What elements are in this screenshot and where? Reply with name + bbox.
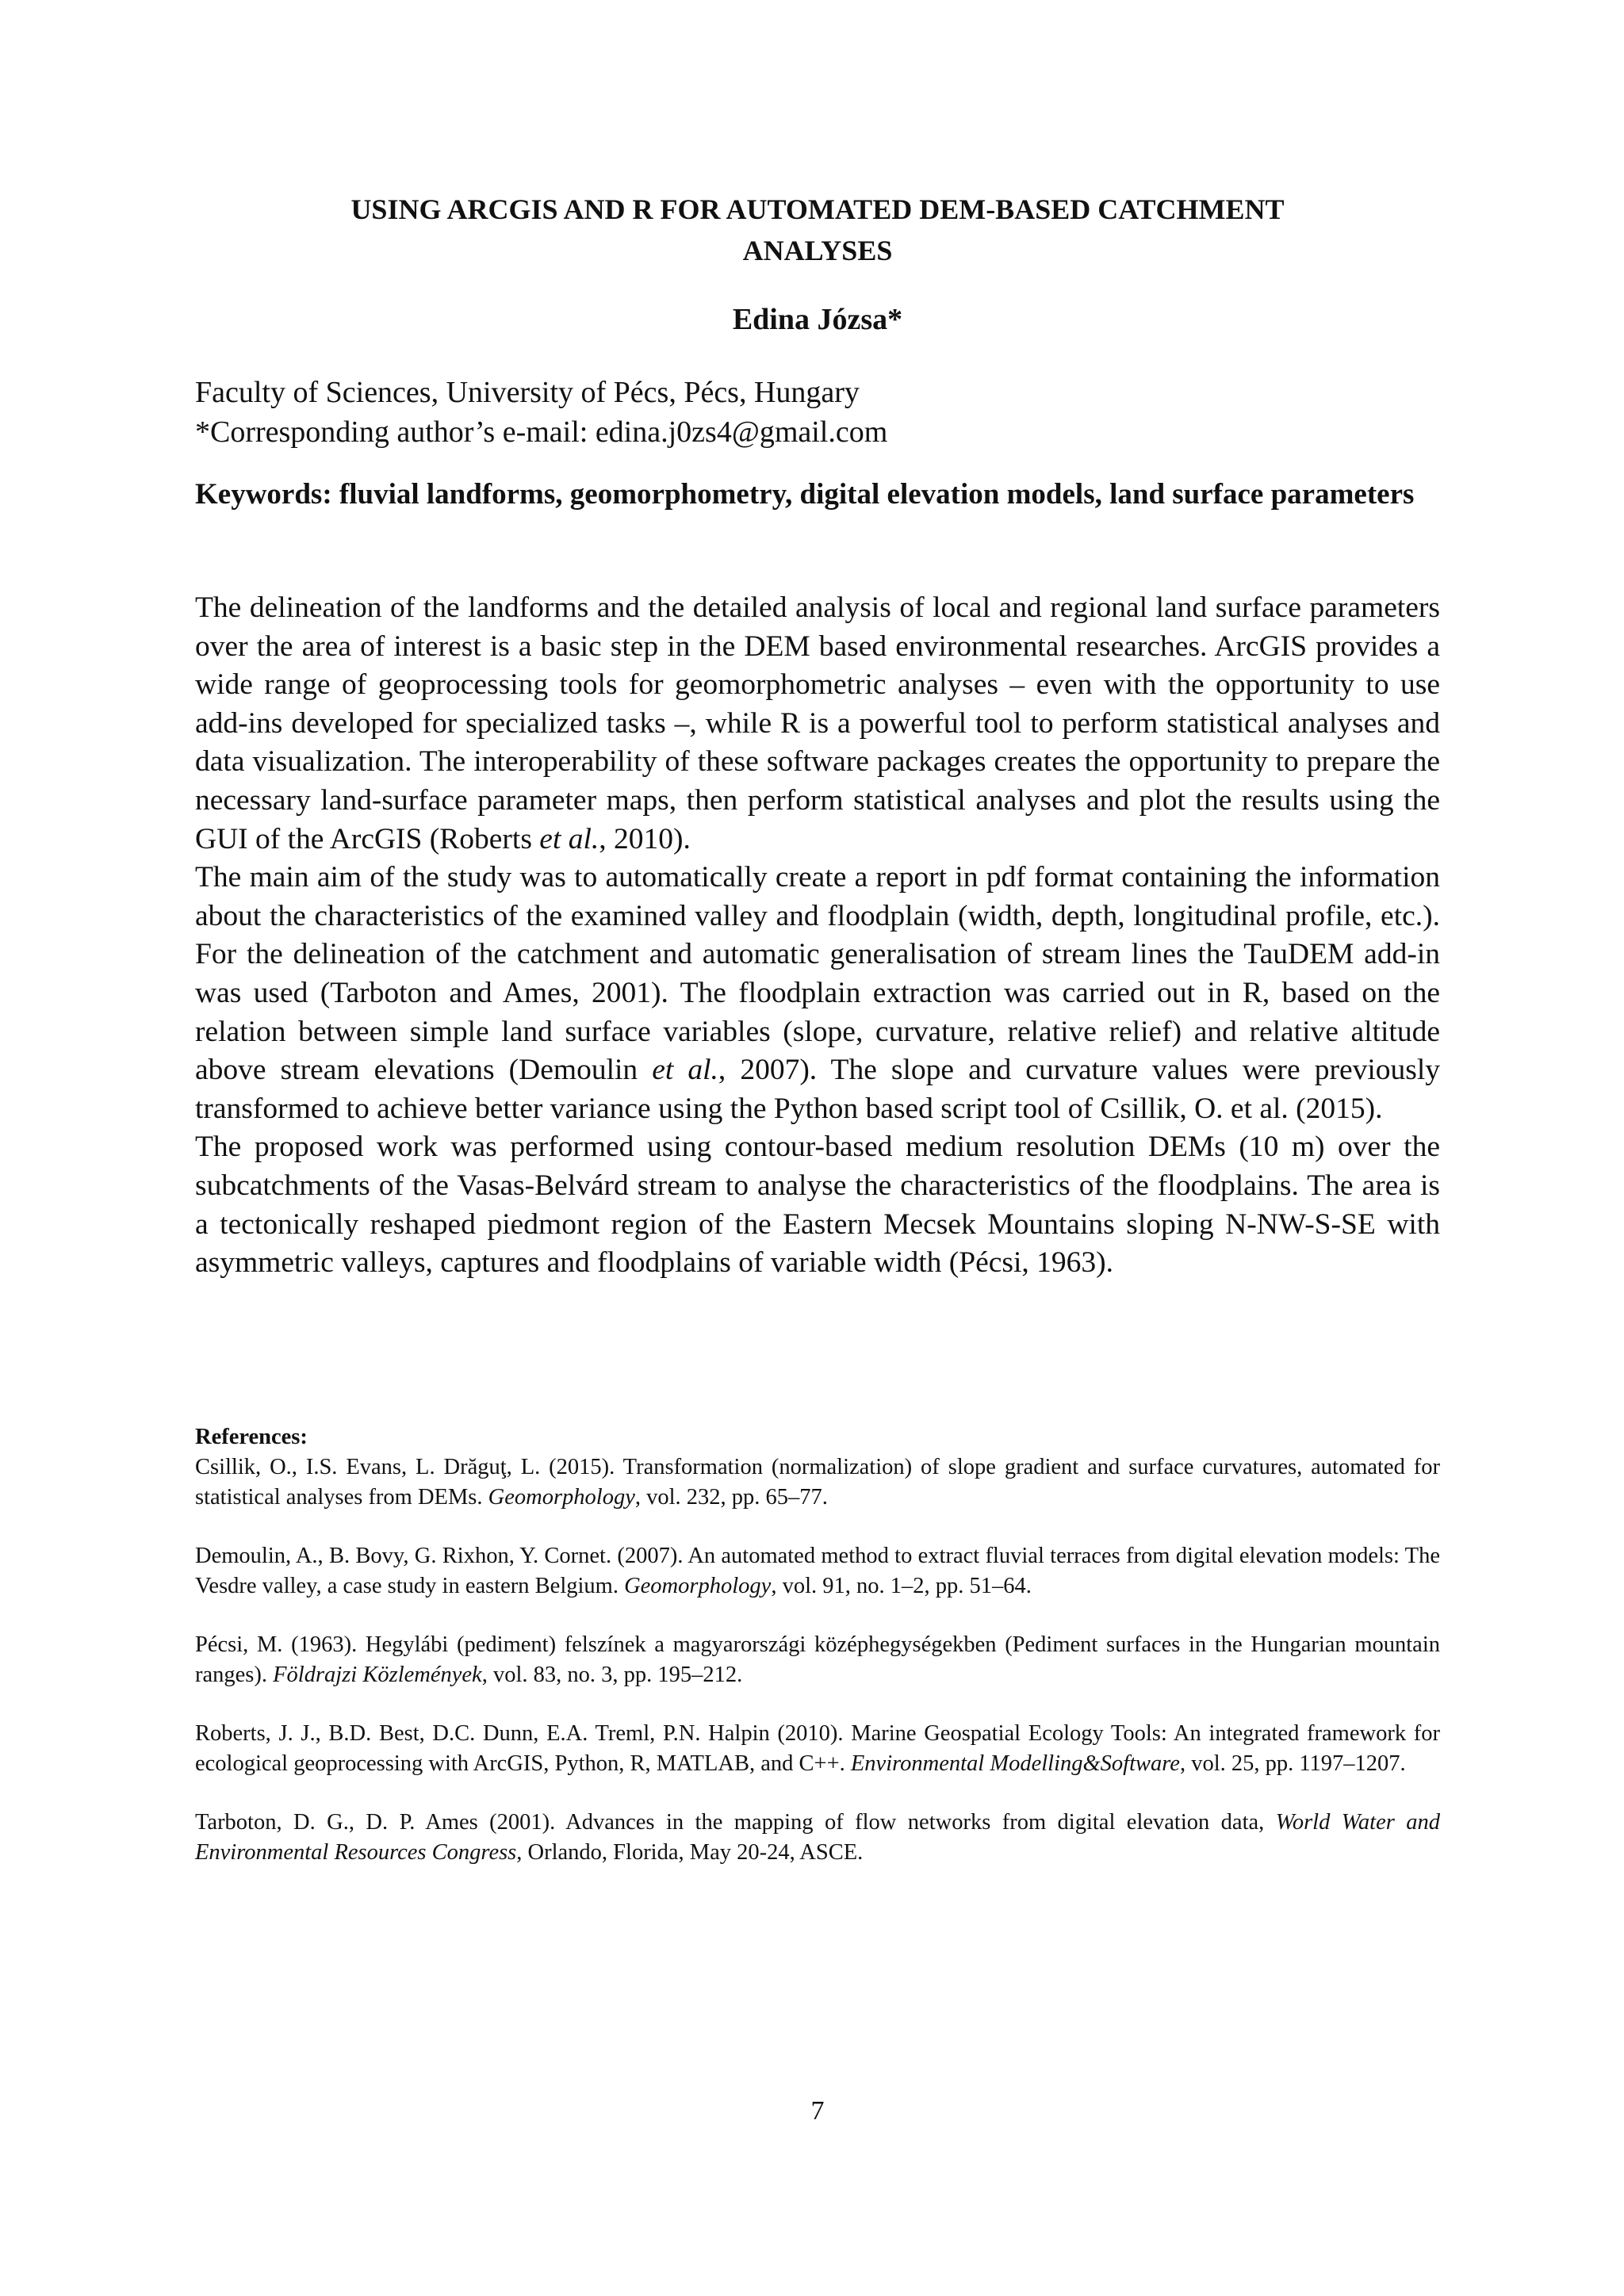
author-name: Edina Józsa* [732,303,903,336]
reference-text: Roberts, J. J., B.D. Best, D.C. Dunn, E.A. Treml, P.N. Halpin (2010). Marine Geospatial Ecology Tools: An integrated framework for ecological geoprocessing with ArcGIS, Python, R, MATLAB, and C++. [195,1721,1440,1776]
paper-title [195,189,1440,271]
affiliation-block [195,373,1440,452]
paper-title-line-2: ANALYSES [742,235,893,266]
reference-text: Pécsi, M. (1963). Hegylábi (pediment) felszínek a magyarországi középhegységekben (Pediment surfaces in the Hungarian mountain ranges). [195,1632,1440,1687]
reference-details: , vol. 83, no. 3, pp. 195–212. [481,1663,743,1687]
reference-details: , vol. 25, pp. 1197–1207. [1179,1751,1406,1776]
reference-details: , vol. 232, pp. 65–77. [634,1485,828,1510]
abstract-p2-end: , 2007). The slope and curvature values were previously transformed to achieve better variance using the Python based script tool of Csillik, O. et al. (2015). [195,1054,1441,1125]
reference-journal: Földrajzi Közlemények [273,1663,482,1687]
affiliation-institution: Faculty of Sciences, University of Pécs, Pécs, Hungary [195,376,860,409]
paper-title-line-1: USING ARCGIS AND R FOR AUTOMATED DEM-BASED CATCHMENT [350,193,1285,225]
reference-journal: World Water and Environmental Resources Congress [195,1810,1440,1865]
abstract-paragraph-2 [195,859,1440,1128]
reference-item [195,1808,1440,1868]
reference-details: , Orlando, Florida, May 20-24, ASCE. [516,1840,864,1865]
reference-text: Tarboton, D. G., D. P. Ames (2001). Advances in the mapping of flow networks from digital elevation data, [195,1810,1276,1835]
reference-item [195,1719,1440,1779]
reference-item [195,1541,1440,1601]
abstract-p2-italic: et al. [652,1054,718,1087]
abstract-p1-italic: et al. [539,822,599,855]
references-heading: References: [195,1425,308,1449]
keywords: Keywords: fluvial landforms, geomorphometry, digital elevation models, land surface parameters [195,478,1415,511]
reference-journal: Geomorphology [624,1574,772,1598]
abstract-p2-text: The main aim of the study was to automatically create a report in pdf format containing the information about the characteristics of the examined valley and floodplain (width, depth, longitudinal profile, etc.). For the delineation of the catchment and automatic generalisation of stream lines the TauDEM add-in was used (Tarboton and Ames, 2001). The floodplain extraction was carried out in R, based on the relation between simple land surface variables (slope, curvature, relative relief) and relative altitude above stream elevations (Demoulin [195,861,1440,1087]
reference-details: , vol. 91, no. 1–2, pp. 51–64. [771,1574,1032,1598]
abstract-p1-end: , 2010). [599,822,691,855]
reference-text: Csillik, O., I.S. Evans, L. Drăguţ, L. (2015). Transformation (normalization) of slope gradient and surface curvatures, automated for statistical analyses from DEMs. [195,1455,1440,1510]
abstract-paragraph-1 [195,589,1440,859]
corresponding-email: *Corresponding author’s e-mail: edina.j0zs4@gmail.com [195,415,888,449]
reference-item [195,1630,1440,1690]
abstract-p1-text: The delineation of the landforms and the detailed analysis of local and regional land surface parameters over the area of interest is a basic step in the DEM based environmental researches. ArcGIS provides a wide range of geoprocessing tools for geomorphometric analyses – even with the opportunity to use add-ins developed for specialized tasks –, while R is a powerful tool to perform statistical analyses and data visualization. The interoperability of these software packages creates the opportunity to prepare the necessary land-surface parameter maps, then perform statistical analyses and plot the results using the GUI of the ArcGIS (Roberts [195,591,1440,855]
references-section [195,1422,1440,1896]
reference-text: Demoulin, A., B. Bovy, G. Rixhon, Y. Cornet. (2007). An automated method to extract fluvial terraces from digital elevation models: The Vesdre valley, a case study in eastern Belgium. [195,1544,1440,1598]
reference-journal: Geomorphology [488,1485,635,1510]
page-number: 7 [810,2096,825,2126]
reference-item [195,1452,1440,1513]
abstract [195,589,1440,1283]
abstract-paragraph-3: The proposed work was performed using contour-based medium resolution DEMs (10 m) over the subcatchments of the Vasas-Belvárd stream to analyse the characteristics of the floodplains. The area is a tectonically reshaped piedmont region of the Eastern Mecsek Mountains sloping N-NW-S-SE with asymmetric valleys, captures and floodplains of variable width (Pécsi, 1963). [195,1131,1440,1280]
reference-journal: Environmental Modelling&Software [850,1751,1180,1776]
